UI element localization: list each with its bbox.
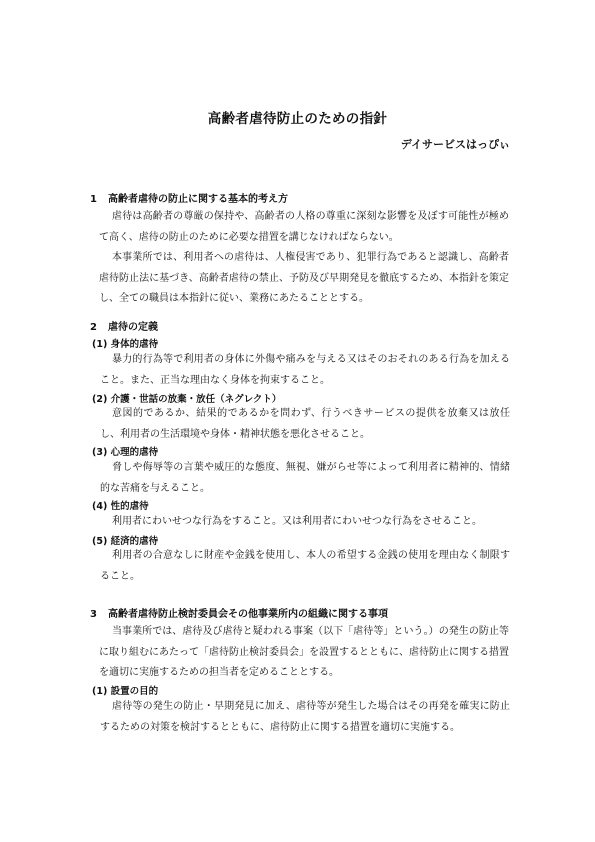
item-economic-abuse-label: (5) 経済的虐待 bbox=[92, 536, 159, 547]
item-economic-abuse-text: 利用者の合意なしに財産や金銭を使用し、本人の希望する金銭の使用を理由なく制限すること。 bbox=[100, 550, 510, 582]
document-title: 高齢者虐待防止のための指針 bbox=[207, 111, 388, 127]
item-purpose-label: (1) 設置の目的 bbox=[92, 686, 159, 697]
item-neglect-text: 意図的であるか、結果的であるかを問わず、行うべきサービスの提供を放棄又は放任し、利用者の生活環境や身体・精神状態を悪化させること。 bbox=[100, 408, 510, 440]
item-psychological-abuse-label: (3) 心理的虐待 bbox=[92, 447, 159, 458]
section-1-paragraph-1: 虐待は高齢者の尊厳の保持や、高齢者の人格の尊重に深刻な影響を及ぼす可能性が極めて高く、虐待の防止のために必要な措置を講じなければならない。 bbox=[99, 211, 509, 243]
item-sexual-abuse-text: 利用者にわいせつな行為をすること。又は利用者にわいせつな行為をさせること。 bbox=[112, 516, 482, 527]
section-number: 2 bbox=[90, 322, 97, 333]
section-title: 虐待の定義 bbox=[108, 322, 158, 333]
section-2-heading bbox=[90, 318, 158, 333]
item-physical-abuse-text: 暴力的行為等で利用者の身体に外傷や痛みを与える又はそのおそれのある行為を加えること。また、正当な理由なく身体を拘束すること。 bbox=[100, 354, 510, 386]
section-number: 3 bbox=[90, 609, 97, 620]
organization-name: デイサービスはっぴぃ bbox=[400, 138, 510, 151]
section-number: 1 bbox=[90, 194, 97, 205]
section-title: 高齢者虐待の防止に関する基本的考え方 bbox=[108, 194, 288, 205]
item-psychological-abuse-text: 脅しや侮辱等の言葉や威圧的な態度、無視、嫌がらせ等によって利用者に精神的、情緒的な苦痛を与えること。 bbox=[100, 462, 510, 494]
section-1-heading bbox=[90, 190, 288, 205]
section-3-paragraph: 当事業所では、虐待及び虐待と疑われる事案（以下「虐待等」という。）の発生の防止等に取り組むにあたって「虐待防止検討委員会」を設置するとともに、虐待防止に関する措置を適切に実施するための担当者を定めることとする。 bbox=[99, 626, 509, 679]
item-sexual-abuse-label: (4) 性的虐待 bbox=[92, 501, 149, 512]
section-title: 高齢者虐待防止検討委員会その他事業所内の組織に関する事項 bbox=[108, 609, 388, 620]
item-neglect-label: (2) 介護・世話の放棄・放任（ネグレクト） bbox=[92, 394, 282, 405]
section-1-paragraph-2: 本事業所では、利用者への虐待は、人権侵害であり、犯罪行為であると認識し、高齢者虐待防止法に基づき、高齢者虐待の禁止、予防及び早期発見を徹底するため、本指針を策定し、全ての職員は本指針に従い、業務にあたることとする。 bbox=[99, 252, 509, 305]
section-3-heading bbox=[90, 605, 388, 620]
item-purpose-text: 虐待等の発生の防止・早期発見に加え、虐待等が発生した場合はその再発を確実に防止するための対策を検討するとともに、虐待防止に関する措置を適切に実施する。 bbox=[100, 701, 510, 733]
item-physical-abuse-label: (1) 身体的虐待 bbox=[92, 339, 159, 350]
